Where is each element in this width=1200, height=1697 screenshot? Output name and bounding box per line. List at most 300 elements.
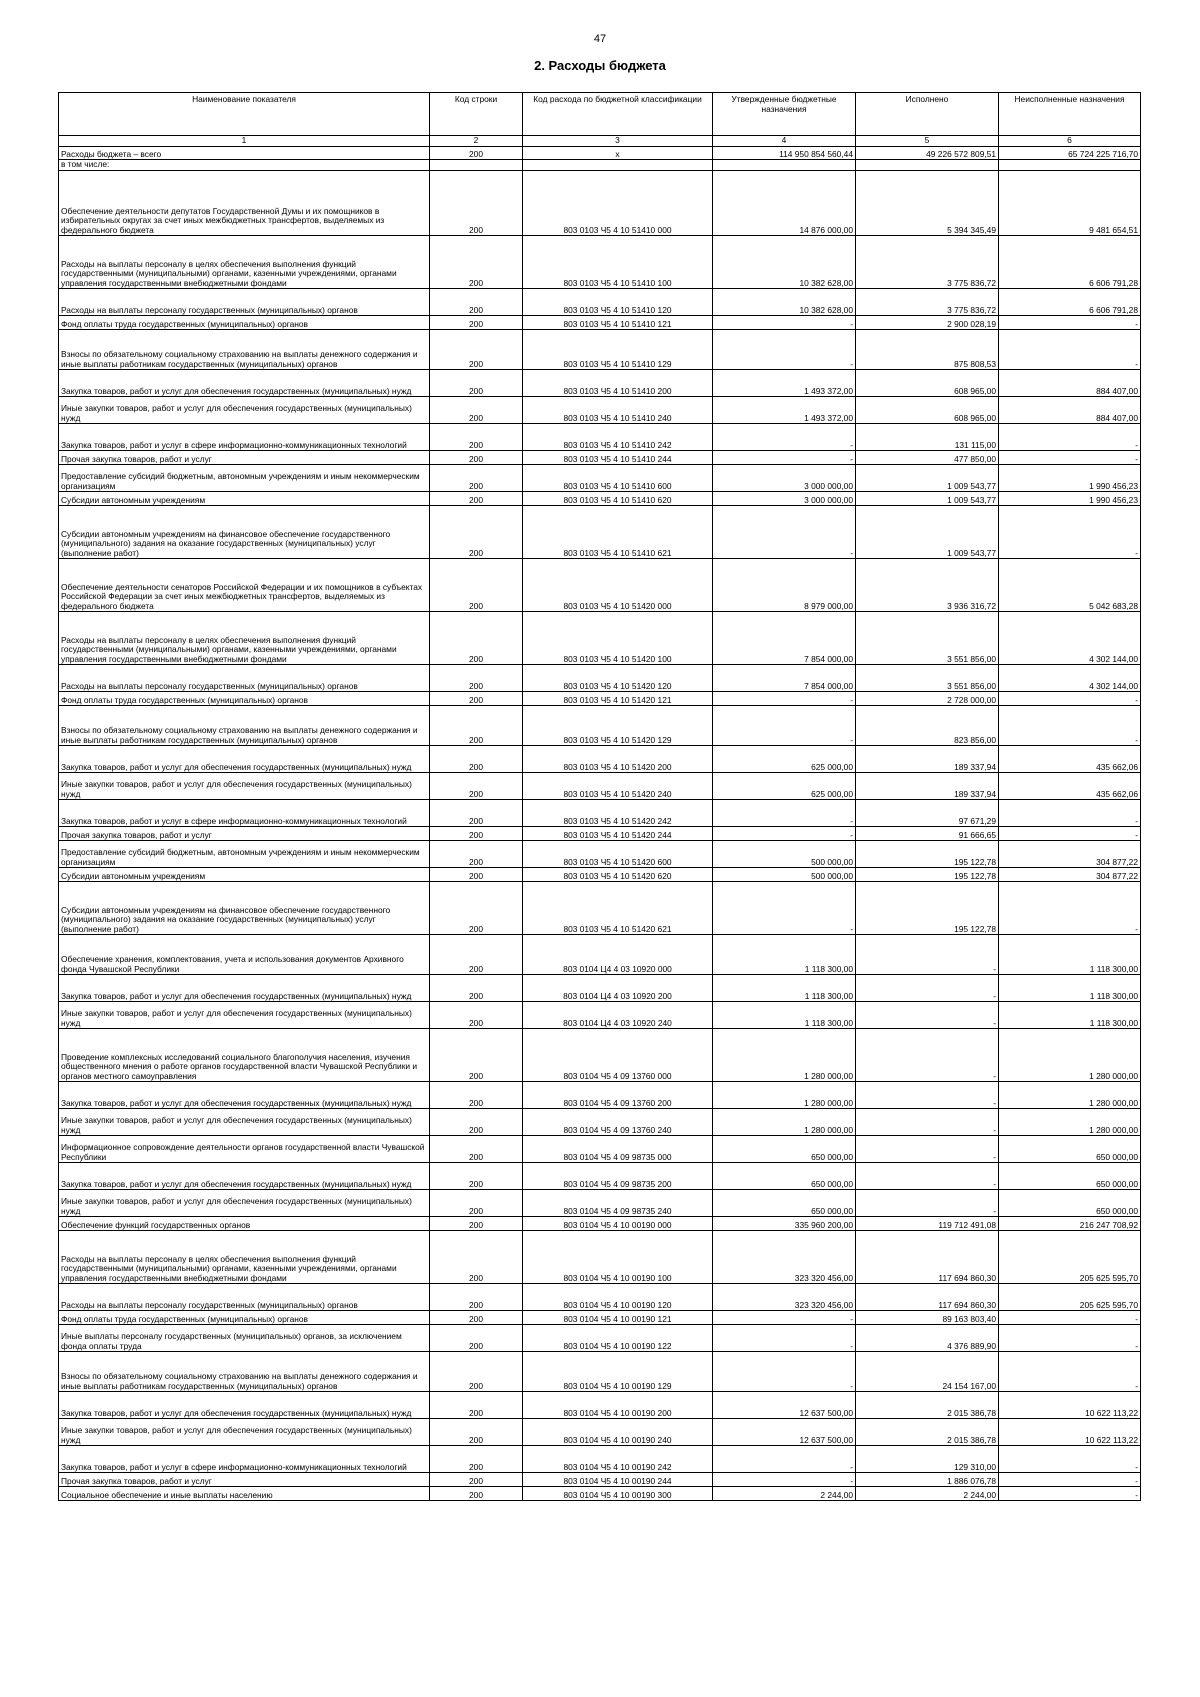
indicator-name: Закупка товаров, работ и услуг для обеспечения государственных (муниципальных) нужд [59,1392,430,1419]
indicator-name: Иные закупки товаров, работ и услуг для обеспечения государственных (муниципальных) нужд [59,773,430,800]
unexecuted-amount: - [999,506,1141,559]
classification-code: 803 0104 Ч5 4 09 98735 200 [523,1163,713,1190]
table-row [59,1392,1141,1419]
classification-code: 803 0103 Ч5 4 10 51420 200 [523,746,713,773]
classification-code: 803 0104 Ч5 4 10 00190 300 [523,1487,713,1501]
table-row [59,1352,1141,1392]
classification-code: 803 0103 Ч5 4 10 51410 120 [523,289,713,316]
unexecuted-amount: 435 662,06 [999,746,1141,773]
table-row [59,1419,1141,1446]
unexecuted-amount: - [999,692,1141,706]
table-row [59,1284,1141,1311]
executed-amount: 195 122,78 [856,868,999,882]
line-code: 200 [430,1231,523,1284]
column-number: 5 [856,136,999,147]
indicator-name: Прочая закупка товаров, работ и услуг [59,827,430,841]
classification-code: 803 0104 Ч5 4 10 00190 240 [523,1419,713,1446]
unexecuted-amount: - [999,1487,1141,1501]
line-code: 200 [430,330,523,370]
executed-amount: 117 694 860,30 [856,1231,999,1284]
executed-amount: - [856,1136,999,1163]
approved-amount: 625 000,00 [713,746,856,773]
table-row [59,1082,1141,1109]
classification-code: 803 0103 Ч5 4 10 51420 100 [523,612,713,665]
unexecuted-amount [999,160,1141,171]
approved-amount: - [713,882,856,935]
column-number: 1 [59,136,430,147]
line-code: 200 [430,612,523,665]
table-row [59,316,1141,330]
line-code: 200 [430,692,523,706]
table-body [59,147,1141,1501]
indicator-name: Проведение комплексных исследований социального благополучия населения, изучения общественного мнения о работе органов государственной власти Чувашской Республики и органов местного самоуправления [59,1029,430,1082]
indicator-name: Фонд оплаты труда государственных (муниципальных) органов [59,316,430,330]
table-row [59,612,1141,665]
line-code: 200 [430,1109,523,1136]
approved-amount: 1 280 000,00 [713,1029,856,1082]
table-row [59,773,1141,800]
classification-code: 803 0103 Ч5 4 10 51410 200 [523,370,713,397]
executed-amount: 119 712 491,08 [856,1217,999,1231]
unexecuted-amount: 6 606 791,28 [999,236,1141,289]
executed-amount: 2 015 386,78 [856,1392,999,1419]
executed-amount: 117 694 860,30 [856,1284,999,1311]
indicator-name: Закупка товаров, работ и услуг для обеспечения государственных (муниципальных) нужд [59,975,430,1002]
approved-amount: 114 950 854 560,44 [713,147,856,160]
table-row [59,841,1141,868]
classification-code: 803 0103 Ч5 4 10 51420 120 [523,665,713,692]
table-row [59,160,1141,171]
classification-code: 803 0104 Ч5 4 10 00190 100 [523,1231,713,1284]
unexecuted-amount: 4 302 144,00 [999,665,1141,692]
line-code: 200 [430,1190,523,1217]
unexecuted-amount: - [999,1473,1141,1487]
classification-code: 803 0103 Ч5 4 10 51410 600 [523,465,713,492]
executed-amount: - [856,975,999,1002]
approved-amount: - [713,692,856,706]
executed-amount: 131 115,00 [856,424,999,451]
classification-code: 803 0103 Ч5 4 10 51420 000 [523,559,713,612]
executed-amount: 97 671,29 [856,800,999,827]
table-row [59,1325,1141,1352]
classification-code: 803 0104 Ч5 4 09 98735 000 [523,1136,713,1163]
indicator-name: Иные выплаты персоналу государственных (муниципальных) органов, за исключением фонда оплаты труда [59,1325,430,1352]
table-row [59,692,1141,706]
indicator-name: Иные закупки товаров, работ и услуг для обеспечения государственных (муниципальных) нужд [59,397,430,424]
line-code: 200 [430,1392,523,1419]
classification-code: 803 0103 Ч5 4 10 51410 121 [523,316,713,330]
approved-amount: - [713,1473,856,1487]
line-code: 200 [430,1473,523,1487]
indicator-name: Обеспечение функций государственных органов [59,1217,430,1231]
approved-amount: - [713,506,856,559]
line-code: 200 [430,465,523,492]
approved-amount: 1 493 372,00 [713,370,856,397]
indicator-name: Фонд оплаты труда государственных (муниципальных) органов [59,692,430,706]
executed-amount: 875 808,53 [856,330,999,370]
unexecuted-amount: 884 407,00 [999,397,1141,424]
unexecuted-amount: - [999,316,1141,330]
indicator-name: Субсидии автономным учреждениям на финансовое обеспечение государственного (муниципального) задания на оказание государственных (муниципальных) услуг (выполнение работ) [59,506,430,559]
column-number: 4 [713,136,856,147]
classification-code: 803 0103 Ч5 4 10 51420 244 [523,827,713,841]
approved-amount: 650 000,00 [713,1190,856,1217]
classification-code [523,160,713,171]
classification-code: 803 0104 Ц4 4 03 10920 240 [523,1002,713,1029]
line-code: 200 [430,1163,523,1190]
executed-amount: 189 337,94 [856,773,999,800]
executed-amount: - [856,1190,999,1217]
executed-amount: 2 900 028,19 [856,316,999,330]
classification-code: 803 0103 Ч5 4 10 51420 129 [523,706,713,746]
table-row [59,1311,1141,1325]
line-code: 200 [430,773,523,800]
unexecuted-amount: 205 625 595,70 [999,1284,1141,1311]
approved-amount: - [713,316,856,330]
indicator-name: Информационное сопровождение деятельности органов государственной власти Чувашской Республики [59,1136,430,1163]
unexecuted-amount: 650 000,00 [999,1136,1141,1163]
unexecuted-amount: - [999,706,1141,746]
classification-code: 803 0104 Ч5 4 10 00190 121 [523,1311,713,1325]
line-code: 200 [430,882,523,935]
table-row [59,1190,1141,1217]
indicator-name: Субсидии автономным учреждениям на финансовое обеспечение государственного (муниципального) задания на оказание государственных (муниципальных) услуг (выполнение работ) [59,882,430,935]
table-row [59,171,1141,236]
page-number: 47 [593,33,607,45]
line-code: 200 [430,827,523,841]
executed-amount: - [856,935,999,975]
indicator-name: Социальное обеспечение и иные выплаты населению [59,1487,430,1501]
classification-code: 803 0104 Ч5 4 09 13760 240 [523,1109,713,1136]
executed-amount: - [856,1163,999,1190]
executed-amount: 1 009 543,77 [856,492,999,506]
executed-amount: 91 666,65 [856,827,999,841]
unexecuted-amount: 6 606 791,28 [999,289,1141,316]
line-code: 200 [430,289,523,316]
approved-amount: - [713,827,856,841]
line-code: 200 [430,1002,523,1029]
executed-amount [856,160,999,171]
table-row [59,1231,1141,1284]
table-row [59,665,1141,692]
classification-code: 803 0103 Ч5 4 10 51420 620 [523,868,713,882]
line-code: 200 [430,1029,523,1082]
classification-code: 803 0104 Ч5 4 09 98735 240 [523,1190,713,1217]
unexecuted-amount: - [999,1325,1141,1352]
indicator-name: Закупка товаров, работ и услуг для обеспечения государственных (муниципальных) нужд [59,370,430,397]
indicator-name: Обеспечение деятельности депутатов Государственной Думы и их помощников в избирательных округах за счет иных межбюджетных трансфертов, выделяемых из федерального бюджета [59,171,430,236]
indicator-name: Иные закупки товаров, работ и услуг для обеспечения государственных (муниципальных) нужд [59,1419,430,1446]
approved-amount: - [713,1352,856,1392]
approved-amount [713,160,856,171]
table-row [59,1487,1141,1501]
table-row [59,975,1141,1002]
unexecuted-amount: 10 622 113,22 [999,1392,1141,1419]
line-code: 200 [430,424,523,451]
line-code: 200 [430,492,523,506]
table-row [59,236,1141,289]
approved-amount: 12 637 500,00 [713,1419,856,1446]
unexecuted-amount: 650 000,00 [999,1190,1141,1217]
header-executed: Исполнено [856,93,999,136]
classification-code: 803 0103 Ч5 4 10 51420 621 [523,882,713,935]
unexecuted-amount: 1 118 300,00 [999,935,1141,975]
table-row [59,451,1141,465]
line-code: 200 [430,1325,523,1352]
classification-code: 803 0103 Ч5 4 10 51410 000 [523,171,713,236]
table-row [59,746,1141,773]
indicator-name: Закупка товаров, работ и услуг в сфере информационно-коммуникационных технологий [59,800,430,827]
classification-code: 803 0103 Ч5 4 10 51420 600 [523,841,713,868]
approved-amount: 10 382 628,00 [713,236,856,289]
table-row [59,397,1141,424]
approved-amount: - [713,1446,856,1473]
line-code: 200 [430,1446,523,1473]
approved-amount: 1 280 000,00 [713,1082,856,1109]
unexecuted-amount: 9 481 654,51 [999,171,1141,236]
classification-code: 803 0104 Ч5 4 10 00190 129 [523,1352,713,1392]
executed-amount: 2 244,00 [856,1487,999,1501]
table-row [59,330,1141,370]
indicator-name: Расходы на выплаты персоналу государственных (муниципальных) органов [59,665,430,692]
indicator-name: Взносы по обязательному социальному страхованию на выплаты денежного содержания и иные выплаты работникам государственных (муниципальных) органов [59,1352,430,1392]
line-code: 200 [430,1217,523,1231]
header-budget-classification-code: Код расхода по бюджетной классификации [523,93,713,136]
unexecuted-amount: 205 625 595,70 [999,1231,1141,1284]
executed-amount: 1 009 543,77 [856,506,999,559]
line-code: 200 [430,316,523,330]
line-code: 200 [430,746,523,773]
approved-amount: 323 320 456,00 [713,1231,856,1284]
unexecuted-amount: 10 622 113,22 [999,1419,1141,1446]
line-code [430,160,523,171]
executed-amount: 3 936 316,72 [856,559,999,612]
unexecuted-amount: 65 724 225 716,70 [999,147,1141,160]
unexecuted-amount: - [999,330,1141,370]
executed-amount: 3 775 836,72 [856,236,999,289]
table-row [59,706,1141,746]
section-title: 2. Расходы бюджета [534,58,666,73]
unexecuted-amount: 304 877,22 [999,868,1141,882]
line-code: 200 [430,706,523,746]
executed-amount: 195 122,78 [856,882,999,935]
executed-amount: 608 965,00 [856,370,999,397]
table-row [59,1163,1141,1190]
header-indicator-name: Наименование показателя [59,93,430,136]
indicator-name: Расходы на выплаты персоналу государственных (муниципальных) органов [59,289,430,316]
approved-amount: 650 000,00 [713,1163,856,1190]
table-row [59,289,1141,316]
classification-code: 803 0104 Ц4 4 03 10920 000 [523,935,713,975]
approved-amount: - [713,706,856,746]
header-approved: Утвержденные бюджетные назначения [713,93,856,136]
executed-amount: - [856,1109,999,1136]
line-code: 200 [430,800,523,827]
line-code: 200 [430,841,523,868]
classification-code: 803 0103 Ч5 4 10 51420 121 [523,692,713,706]
line-code: 200 [430,1419,523,1446]
executed-amount: 477 850,00 [856,451,999,465]
line-code: 200 [430,665,523,692]
header-line-code: Код строки [430,93,523,136]
executed-amount: 608 965,00 [856,397,999,424]
approved-amount: - [713,800,856,827]
line-code: 200 [430,451,523,465]
classification-code: 803 0103 Ч5 4 10 51410 621 [523,506,713,559]
unexecuted-amount: 1 280 000,00 [999,1109,1141,1136]
approved-amount: 10 382 628,00 [713,289,856,316]
indicator-name: Субсидии автономным учреждениям [59,868,430,882]
line-code: 200 [430,506,523,559]
table-row [59,1109,1141,1136]
unexecuted-amount: - [999,451,1141,465]
indicator-name: Расходы на выплаты персоналу государственных (муниципальных) органов [59,1284,430,1311]
approved-amount: - [713,1311,856,1325]
approved-amount: 335 960 200,00 [713,1217,856,1231]
unexecuted-amount: 884 407,00 [999,370,1141,397]
classification-code: 803 0104 Ц4 4 03 10920 200 [523,975,713,1002]
approved-amount: - [713,1325,856,1352]
executed-amount: 4 376 889,90 [856,1325,999,1352]
executed-amount: 189 337,94 [856,746,999,773]
approved-amount: 650 000,00 [713,1136,856,1163]
executed-amount: 2 015 386,78 [856,1419,999,1446]
indicator-name: Иные закупки товаров, работ и услуг для обеспечения государственных (муниципальных) нужд [59,1002,430,1029]
line-code: 200 [430,147,523,160]
indicator-name: Прочая закупка товаров, работ и услуг [59,1473,430,1487]
approved-amount: 2 244,00 [713,1487,856,1501]
classification-code: 803 0103 Ч5 4 10 51410 240 [523,397,713,424]
executed-amount: 129 310,00 [856,1446,999,1473]
unexecuted-amount: - [999,882,1141,935]
line-code: 200 [430,1311,523,1325]
executed-amount: 5 394 345,49 [856,171,999,236]
classification-code: 803 0103 Ч5 4 10 51410 242 [523,424,713,451]
table-row [59,1136,1141,1163]
executed-amount: 3 551 856,00 [856,612,999,665]
indicator-name: Расходы на выплаты персоналу в целях обеспечения выполнения функций государственными (муниципальными) органами, казенными учреждениями, органами управления государственными внебюджетными фондами [59,1231,430,1284]
table-row [59,935,1141,975]
classification-code: 803 0104 Ч5 4 09 13760 200 [523,1082,713,1109]
indicator-name: Расходы бюджета – всего [59,147,430,160]
table-row [59,424,1141,451]
classification-code: 803 0104 Ч5 4 09 13760 000 [523,1029,713,1082]
line-code: 200 [430,236,523,289]
executed-amount: 1 009 543,77 [856,465,999,492]
line-code: 200 [430,1487,523,1501]
unexecuted-amount: 1 118 300,00 [999,1002,1141,1029]
approved-amount: 3 000 000,00 [713,465,856,492]
table-row [59,1029,1141,1082]
indicator-name: Субсидии автономным учреждениям [59,492,430,506]
indicator-name: Предоставление субсидий бюджетным, автономным учреждениям и иным некоммерческим организациям [59,841,430,868]
classification-code: 803 0104 Ч5 4 10 00190 244 [523,1473,713,1487]
table-row [59,1002,1141,1029]
unexecuted-amount: - [999,1311,1141,1325]
line-code: 200 [430,171,523,236]
table-row [59,465,1141,492]
classification-code: 803 0103 Ч5 4 10 51420 240 [523,773,713,800]
approved-amount: 1 118 300,00 [713,935,856,975]
classification-code: 803 0103 Ч5 4 10 51420 242 [523,800,713,827]
indicator-name: Предоставление субсидий бюджетным, автономным учреждениям и иным некоммерческим организациям [59,465,430,492]
approved-amount: 7 854 000,00 [713,665,856,692]
line-code: 200 [430,935,523,975]
column-number: 6 [999,136,1141,147]
executed-amount: 823 856,00 [856,706,999,746]
approved-amount: 500 000,00 [713,841,856,868]
approved-amount: 1 118 300,00 [713,975,856,1002]
line-code: 200 [430,559,523,612]
header-unexecuted: Неисполненные назначения [999,93,1141,136]
classification-code: 803 0104 Ч5 4 10 00190 242 [523,1446,713,1473]
indicator-name: Прочая закупка товаров, работ и услуг [59,451,430,465]
line-code: 200 [430,1082,523,1109]
executed-amount: 3 775 836,72 [856,289,999,316]
indicator-name: Обеспечение деятельности сенаторов Российской Федерации и их помощников в субъектах Российской Федерации за счет иных межбюджетных трансфертов, выделяемых из федерального бюджета [59,559,430,612]
budget-expenses-table [58,92,1141,1501]
unexecuted-amount: 1 280 000,00 [999,1029,1141,1082]
indicator-name: в том числе: [59,160,430,171]
table-row [59,147,1141,160]
unexecuted-amount: 650 000,00 [999,1163,1141,1190]
table-header-row [59,93,1141,136]
unexecuted-amount: 216 247 708,92 [999,1217,1141,1231]
indicator-name: Расходы на выплаты персоналу в целях обеспечения выполнения функций государственными (муниципальными) органами, казенными учреждениями, органами управления государственными внебюджетными фондами [59,236,430,289]
unexecuted-amount: 5 042 683,28 [999,559,1141,612]
approved-amount: - [713,330,856,370]
table-row [59,827,1141,841]
unexecuted-amount: 4 302 144,00 [999,612,1141,665]
table-row [59,868,1141,882]
table-row [59,370,1141,397]
unexecuted-amount: - [999,827,1141,841]
table-row [59,1217,1141,1231]
executed-amount: - [856,1002,999,1029]
classification-code: 803 0103 Ч5 4 10 51410 620 [523,492,713,506]
classification-code: х [523,147,713,160]
approved-amount: 14 876 000,00 [713,171,856,236]
executed-amount: 24 154 167,00 [856,1352,999,1392]
approved-amount: 323 320 456,00 [713,1284,856,1311]
indicator-name: Обеспечение хранения, комплектования, учета и использования документов Архивного фонда Чувашской Республики [59,935,430,975]
indicator-name: Иные закупки товаров, работ и услуг для обеспечения государственных (муниципальных) нужд [59,1109,430,1136]
approved-amount: 1 280 000,00 [713,1109,856,1136]
line-code: 200 [430,397,523,424]
column-number: 3 [523,136,713,147]
unexecuted-amount: - [999,1446,1141,1473]
indicator-name: Закупка товаров, работ и услуг в сфере информационно-коммуникационных технологий [59,1446,430,1473]
unexecuted-amount: 1 280 000,00 [999,1082,1141,1109]
classification-code: 803 0103 Ч5 4 10 51410 129 [523,330,713,370]
approved-amount: 3 000 000,00 [713,492,856,506]
line-code: 200 [430,868,523,882]
unexecuted-amount: 1 990 456,23 [999,492,1141,506]
indicator-name: Закупка товаров, работ и услуг в сфере информационно-коммуникационных технологий [59,424,430,451]
executed-amount: 89 163 803,40 [856,1311,999,1325]
line-code: 200 [430,370,523,397]
classification-code: 803 0103 Ч5 4 10 51410 100 [523,236,713,289]
approved-amount: 500 000,00 [713,868,856,882]
indicator-name: Закупка товаров, работ и услуг для обеспечения государственных (муниципальных) нужд [59,746,430,773]
table-row [59,800,1141,827]
approved-amount: 7 854 000,00 [713,612,856,665]
line-code: 200 [430,1284,523,1311]
executed-amount: - [856,1082,999,1109]
table-row [59,1446,1141,1473]
indicator-name: Взносы по обязательному социальному страхованию на выплаты денежного содержания и иные выплаты работникам государственных (муниципальных) органов [59,706,430,746]
unexecuted-amount: 1 990 456,23 [999,465,1141,492]
